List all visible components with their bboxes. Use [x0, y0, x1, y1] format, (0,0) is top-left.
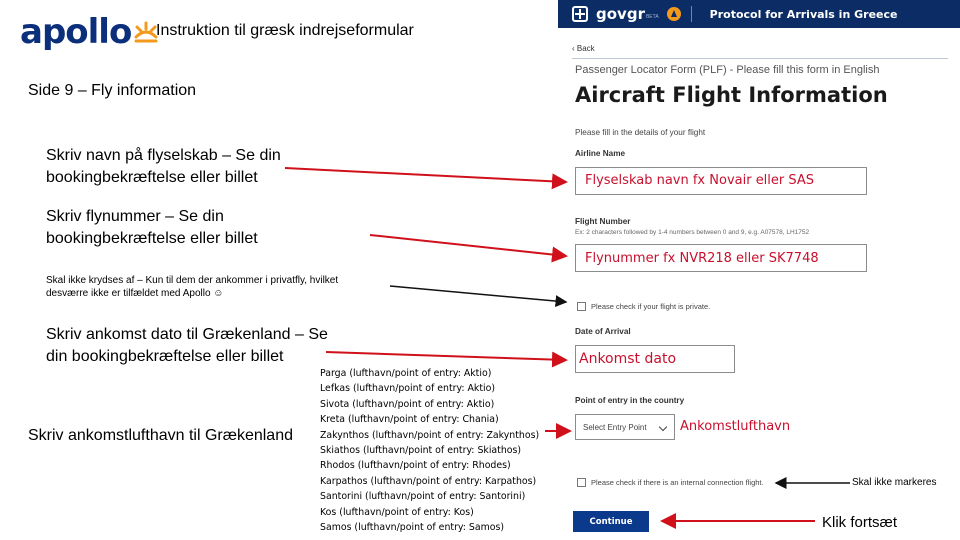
continue-button[interactable]: Continue — [573, 511, 649, 532]
plf-form-screenshot — [558, 0, 960, 540]
chevron-down-icon — [659, 423, 667, 431]
instruction-line: bookingbekræftelse eller billet — [46, 230, 258, 247]
form-caption: Passenger Locator Form (PLF) - Please fill this form in English — [575, 64, 880, 76]
form-heading: Aircraft Flight Information — [575, 83, 888, 107]
govgr-logo — [596, 5, 645, 23]
flight-number-label: Flight Number — [575, 217, 631, 226]
entry-point-select[interactable] — [575, 414, 675, 440]
airline-instruction — [46, 145, 281, 189]
airport-item: Karpathos (lufthavn/point of entry: Karpathos) — [320, 475, 537, 487]
gov-header — [558, 0, 960, 28]
arrival-date-value: Ankomst dato — [579, 351, 677, 367]
airline-input[interactable] — [575, 167, 867, 195]
airport-item: Rhodos (lufthavn/point of entry: Rhodes) — [320, 460, 511, 472]
header-divider — [691, 6, 692, 22]
entry-point-placeholder: Select Entry Point — [583, 423, 647, 432]
connection-flight-checkbox[interactable] — [577, 478, 586, 487]
instruction-line: Skriv flynummer – Se din — [46, 208, 224, 225]
arrival-airport-instruction: Skriv ankomstlufthavn til Grækenland — [28, 427, 293, 444]
airport-item: Lefkas (lufthavn/point of entry: Aktio) — [320, 383, 496, 395]
airport-item: Sivota (lufthavn/point of entry: Aktio) — [320, 398, 495, 410]
airline-label: Airline Name — [575, 149, 626, 158]
apollo-logo-text: apollo — [20, 12, 132, 52]
airline-value: Flyselskab navn fx Novair eller SAS — [585, 173, 815, 188]
airport-item: Zakynthos (lufthavn/point of entry: Zakynthos) — [320, 429, 540, 441]
airport-item: Samos (lufthavn/point of entry: Samos) — [320, 522, 505, 534]
civil-protection-icon — [667, 7, 681, 21]
airport-item: Kreta (lufthavn/point of entry: Chania) — [320, 414, 499, 426]
instruction-line: desværre ikke er tilfældet med Apollo ☺ — [46, 288, 224, 299]
govgr-logo-gov: gov — [596, 5, 627, 23]
airport-item: Santorini (lufthavn/point of entry: Santorini) — [320, 491, 526, 503]
slide-title: Instruktion til græsk indrejseformular — [156, 22, 414, 39]
chevron-left-icon: ‹ — [572, 44, 577, 53]
page-subtitle: Side 9 – Fly information — [28, 82, 197, 99]
arrival-date-input[interactable] — [575, 345, 735, 373]
beta-badge: BETA — [645, 14, 659, 20]
back-label: Back — [576, 44, 595, 53]
no-mark-callout: Skal ikke markeres — [852, 477, 937, 488]
arrival-date-label: Date of Arrival — [575, 327, 631, 336]
arrow-airline — [285, 168, 566, 182]
arrow-flight-number — [370, 235, 566, 256]
airport-list — [320, 366, 539, 535]
instruction-line: Skriv navn på flyselskab – Se din — [46, 147, 281, 164]
arrow-arrival-date — [326, 352, 566, 360]
instruction-line: bookingbekræftelse eller billet — [46, 169, 258, 186]
airport-item: Skiathos (lufthavn/point of entry: Skiathos) — [320, 445, 522, 457]
flight-number-instruction — [46, 206, 258, 250]
entry-point-label: Point of entry in the country — [575, 396, 685, 405]
header-title: Protocol for Arrivals in Greece — [709, 7, 898, 21]
flight-number-value: Flynummer fx NVR218 eller SK7748 — [585, 251, 819, 266]
apollo-logo — [20, 14, 159, 50]
instruction-line: Skriv ankomst dato til Grækenland – Se — [46, 326, 328, 343]
private-flight-label: Please check if your flight is private. — [591, 302, 711, 311]
connection-flight-label: Please check if there is an internal connection flight. — [591, 478, 764, 487]
flight-number-input[interactable] — [575, 244, 867, 272]
private-flight-checkbox[interactable] — [577, 302, 586, 311]
airport-item: Parga (lufthavn/point of entry: Aktio) — [320, 368, 492, 379]
greek-crest-icon — [572, 6, 588, 22]
airport-item: Kos (lufthavn/point of entry: Kos) — [320, 506, 474, 518]
flight-number-hint: Ex: 2 characters followed by 1-4 numbers between 0 and 9, e.g. A07578, LH1752 — [575, 229, 810, 236]
instruction-line: Skal ikke krydses af – Kun til dem der ankommer i privatfly, hvilket — [46, 275, 339, 286]
entry-point-value: Ankomstlufthavn — [680, 419, 791, 434]
form-divider — [572, 58, 948, 59]
private-flight-instruction — [46, 274, 338, 300]
arrival-date-instruction — [46, 324, 328, 368]
govgr-logo-gr: gr — [626, 5, 645, 23]
arrow-private-flight — [390, 286, 566, 302]
instruction-line: din bookingbekræftelse eller billet — [46, 348, 284, 365]
form-note: Please fill in the details of your flight — [575, 128, 706, 137]
continue-callout: Klik fortsæt — [822, 514, 898, 531]
back-link[interactable] — [572, 44, 595, 53]
